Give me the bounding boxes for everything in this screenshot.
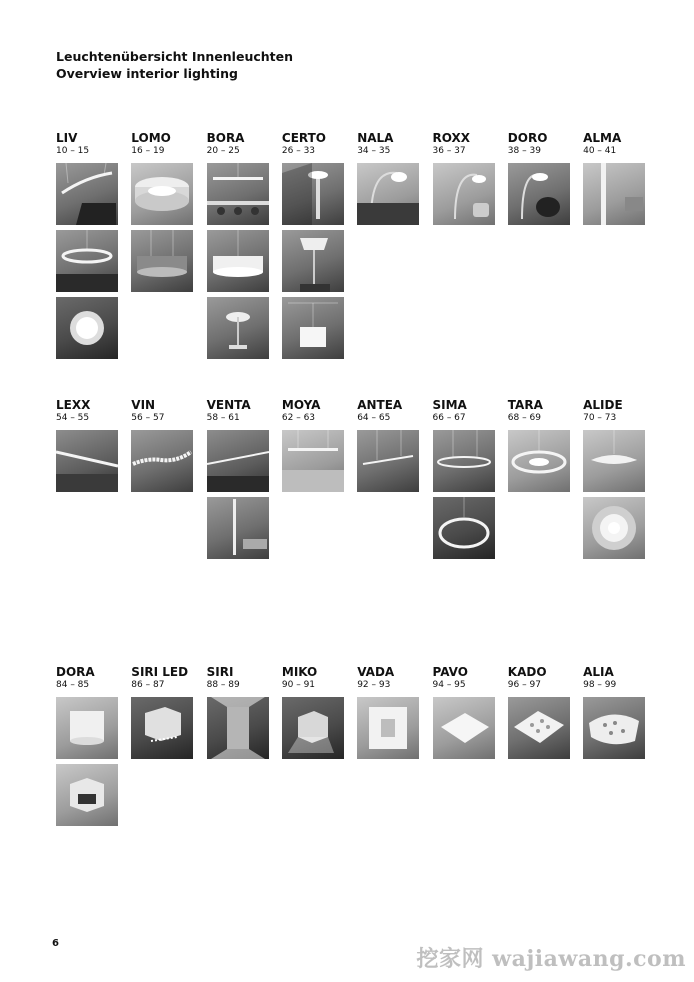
product-name: LEXX: [56, 398, 91, 412]
product-name: CERTO: [281, 131, 326, 145]
floor-uplight-photo: [583, 163, 645, 225]
product-name: DORA: [56, 665, 95, 679]
product-name: KADO: [507, 665, 547, 679]
product-name: VIN: [131, 398, 156, 412]
product-vada: [357, 665, 419, 691]
product-name: LOMO: [131, 131, 171, 145]
cube-ceiling-photo: [56, 764, 118, 826]
product-liv: [56, 131, 118, 157]
drum-pendant-white-photo: [207, 230, 269, 292]
product-sima: [433, 398, 495, 424]
product-siri-led: [131, 665, 193, 691]
product-name: VADA: [357, 665, 395, 679]
oval-disc-photo: [508, 430, 570, 492]
product-name: DORO: [507, 131, 548, 145]
product-nala: [357, 131, 419, 157]
ceiling-disc-photo: [583, 497, 645, 559]
product-pages: 94 – 95: [432, 680, 466, 690]
product-pages: 36 – 37: [432, 146, 466, 156]
arc-floor-lamp-photo: [357, 163, 419, 225]
drum-ceiling-photo: [131, 163, 193, 225]
product-pages: 16 – 19: [131, 146, 165, 156]
product-pavo: [433, 665, 495, 691]
product-dora: [56, 665, 118, 691]
product-pages: 90 – 91: [281, 680, 316, 690]
product-name: LIV: [56, 131, 78, 145]
product-bora: [207, 131, 269, 157]
round-disc-pendant-photo: [433, 497, 495, 559]
product-name: SIMA: [432, 398, 467, 412]
ceiling-ring-photo: [56, 297, 118, 359]
product-siri: [207, 665, 269, 691]
linear-bar-slim-photo: [357, 430, 419, 492]
product-pages: 88 – 89: [206, 680, 240, 690]
floor-lamp-armchair-photo: [508, 163, 570, 225]
product-pages: 86 – 87: [131, 680, 165, 690]
linear-suspension-photo: [56, 163, 118, 225]
product-pages: 66 – 67: [432, 413, 466, 423]
cube-wall-photo: [131, 697, 193, 759]
product-pages: 98 – 99: [583, 680, 617, 690]
product-pages: 64 – 65: [357, 413, 391, 423]
product-vin: [131, 398, 193, 424]
product-pages: 62 – 63: [281, 413, 316, 423]
disc-pendant-photo: [583, 430, 645, 492]
product-name: BORA: [206, 131, 245, 145]
product-name: TARA: [507, 398, 543, 412]
product-lomo: [131, 131, 193, 157]
title-german: Leuchtenübersicht Innenleuchten: [56, 49, 293, 64]
page-number: 6: [52, 938, 59, 949]
wall-light-updown-photo: [207, 697, 269, 759]
product-pages: 34 – 35: [357, 146, 391, 156]
linear-bar-room-photo: [207, 430, 269, 492]
floor-uplight-room-photo: [207, 497, 269, 559]
arc-floor-lamp-chair-photo: [433, 163, 495, 225]
square-ceiling-panel-photo: [433, 697, 495, 759]
product-pages: 56 – 57: [131, 413, 165, 423]
product-antea: [357, 398, 419, 424]
product-alia: [583, 665, 645, 691]
linear-oval-photo: [433, 430, 495, 492]
product-name: ALMA: [583, 131, 622, 145]
product-alma: [583, 131, 645, 157]
square-ceiling-dots-photo: [508, 697, 570, 759]
product-name: MOYA: [281, 398, 321, 412]
linear-bar-room-light-photo: [282, 430, 344, 492]
product-kado: [508, 665, 570, 691]
product-name: MIKO: [281, 665, 318, 679]
product-name: VENTA: [206, 398, 251, 412]
product-tara: [508, 398, 570, 424]
product-pages: 38 – 39: [507, 146, 541, 156]
table-lamp-photo: [207, 297, 269, 359]
product-name: SIRI: [206, 665, 234, 679]
cylinder-ceiling-photo: [56, 697, 118, 759]
product-pages: 20 – 25: [206, 146, 240, 156]
drum-pendant-small-photo: [282, 297, 344, 359]
product-pages: 84 – 85: [56, 680, 90, 690]
product-certo: [282, 131, 344, 157]
product-pages: 54 – 55: [56, 413, 90, 423]
linear-bar-wave-photo: [131, 430, 193, 492]
floor-lamp-room-photo: [282, 163, 344, 225]
product-name: PAVO: [432, 665, 468, 679]
floor-lamp-photo: [282, 230, 344, 292]
product-pages: 10 – 15: [56, 146, 90, 156]
ring-pendant-photo: [56, 230, 118, 292]
product-pages: 92 – 93: [357, 680, 391, 690]
page-title: [56, 48, 293, 82]
product-moya: [282, 398, 344, 424]
product-alide: [583, 398, 645, 424]
product-pages: 70 – 73: [583, 413, 617, 423]
product-name: SIRI LED: [131, 665, 189, 679]
product-doro: [508, 131, 570, 157]
watermark: 挖家网 wajiawang.com: [416, 946, 686, 972]
product-pages: 68 – 69: [507, 413, 541, 423]
product-name: NALA: [357, 131, 394, 145]
product-venta: [207, 398, 269, 424]
product-roxx: [433, 131, 495, 157]
product-pages: 26 – 33: [281, 146, 316, 156]
curved-panel-dots-photo: [583, 697, 645, 759]
square-wall-panel-photo: [357, 697, 419, 759]
product-pages: 40 – 41: [583, 146, 617, 156]
product-lexx: [56, 398, 118, 424]
product-name: ALIA: [583, 665, 614, 679]
product-name: ANTEA: [357, 398, 403, 412]
title-english: Overview interior lighting: [56, 66, 238, 81]
linear-over-table-photo: [207, 163, 269, 225]
product-name: ALIDE: [583, 398, 623, 412]
wall-cube-light-photo: [282, 697, 344, 759]
product-name: ROXX: [432, 131, 471, 145]
linear-bar-photo: [56, 430, 118, 492]
product-miko: [282, 665, 344, 691]
product-pages: 58 – 61: [206, 413, 240, 423]
product-pages: 96 – 97: [507, 680, 541, 690]
drum-pendant-photo: [131, 230, 193, 292]
